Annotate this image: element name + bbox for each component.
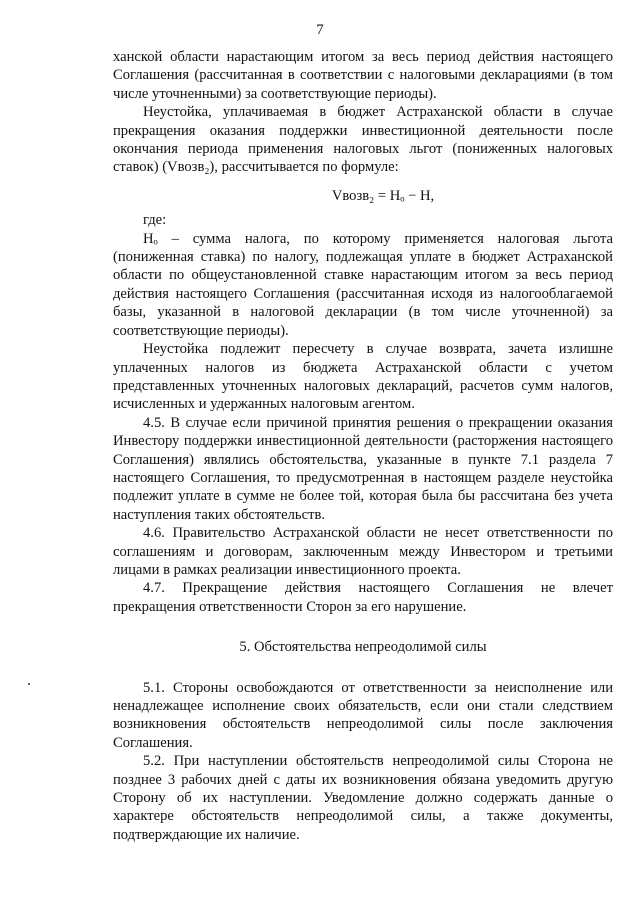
page-number: 7 bbox=[316, 22, 324, 38]
paragraph-recalculation: Неустойка подлежит пересчету в случае возврата, зачета излишне уплаченных налогов из бюджета Астраханской области с учетом представленных уточненных налоговых деклараций, расчетов сумм налогов, исчисленных и удержанных налоговым агентом. bbox=[113, 341, 613, 413]
section-heading: 5. Обстоятельства непреодолимой силы bbox=[239, 639, 487, 656]
clause-4-5: 4.5. В случае если причиной принятия решения о прекращении оказания Инвестору поддержки инвестиционной деятельности (расторжения настоящего Соглашения) являлись обстоятельства, указанные в пункте 7.1 раздела 7 настоящего Соглашения, то предусмотренная в настоящем разделе неустойка подлежит уплате в сумме не более той, которая была бы рассчитана без учета наступления таких обстоятельств. bbox=[113, 414, 613, 523]
paragraph-formula-variable: Hₒ – сумма налога, по которому применяется налоговая льгота (пониженная ставка) по налогу, подлежащая уплате в бюджет Астраханской области по общеустановленной ставке нарастающим итогом за весь период действия настоящего Соглашения (рассчитанная исходя из налогооблагаемой базы, указанной в налоговой декларации (в том числе уточненной) за соответствующие периоды). bbox=[113, 230, 613, 339]
clause-5-1: 5.1. Стороны освобождаются от ответственности за неисполнение или ненадлежащее исполнение своих обязательств, если они стали следствием возникновения обстоятельств непреодолимой силы после заключения Соглашения. bbox=[113, 679, 613, 751]
paragraph-continuation: ханской области нарастающим итогом за весь период действия настоящего Соглашения (рассчитанная в соответствии с налоговыми декларациями (в том числе уточненными) за соответствующие периоды). bbox=[113, 49, 613, 102]
formula: Vвозв₂ = Hₒ − H, bbox=[331, 187, 435, 204]
margin-dot bbox=[28, 683, 30, 685]
clause-4-6: 4.6. Правительство Астраханской области не несет ответственности по соглашениям и договорам, заключенным между Инвестором и третьими лицами в рамках реализации инвестиционного проекта. bbox=[113, 525, 613, 578]
formula-where: где: bbox=[143, 212, 167, 229]
clause-4-7: 4.7. Прекращение действия настоящего Соглашения не влечет прекращения ответственности Сторон за его нарушение. bbox=[113, 580, 613, 615]
clause-5-2: 5.2. При наступлении обстоятельств непреодолимой силы Сторона не позднее 3 рабочих дней с даты их возникновения обязана уведомить другую Сторону об их наступлении. Уведомление должно содержать данные о характере обстоятельств непреодолимой силы, а также документы, подтверждающие их наличие. bbox=[113, 753, 613, 843]
paragraph-penalty-definition: Неустойка, уплачиваемая в бюджет Астраханской области в случае прекращения оказания поддержки инвестиционной деятельности после окончания периода применения налоговых льгот (пониженных налоговых ставок) (Vвозв₂), рассчитывается по формуле: bbox=[113, 104, 613, 176]
document-body bbox=[113, 48, 613, 844]
